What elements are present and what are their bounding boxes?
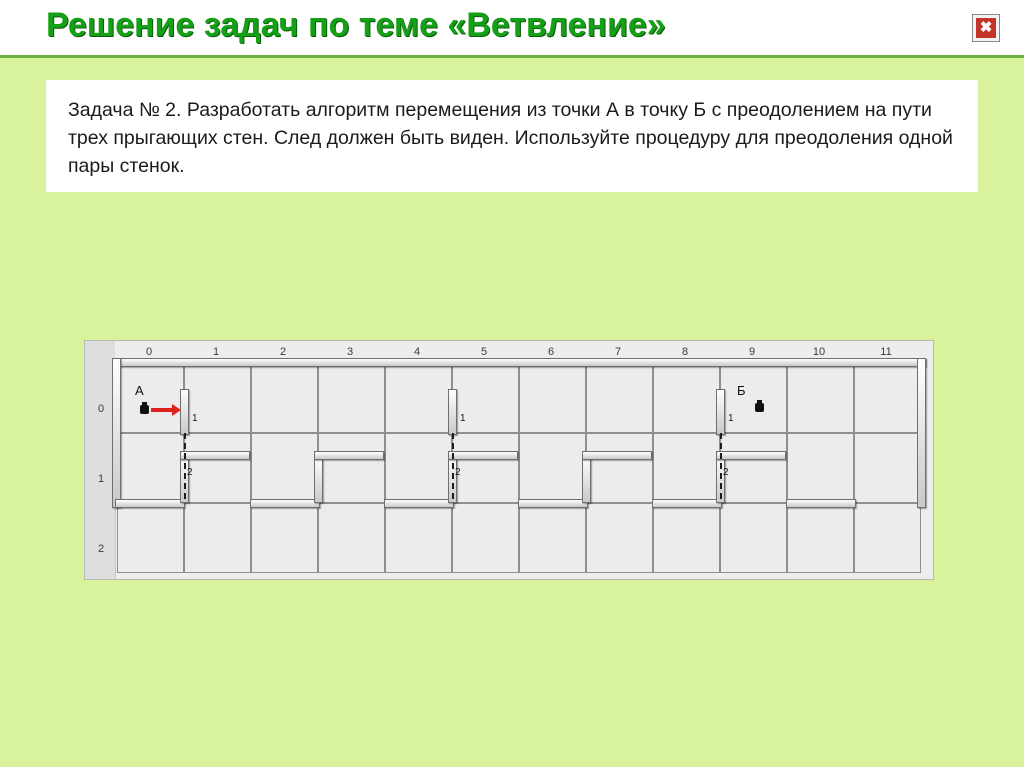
grid-cell (519, 433, 586, 503)
row1-wall-h (582, 451, 652, 460)
dashed-path (452, 433, 454, 499)
grid-cell (787, 433, 854, 503)
page-title: Решение задач по теме «Ветвление» (46, 6, 666, 44)
column-label-6: 6 (547, 346, 555, 358)
row1-wall-h (384, 499, 454, 508)
grid-cell (586, 503, 653, 573)
grid-cell (519, 363, 586, 433)
row-label-1: 1 (97, 473, 105, 485)
grid-cell (653, 433, 720, 503)
field-wall-right (917, 358, 926, 508)
jumping-wall-vertical (716, 389, 725, 435)
wall-label-1c: 1 (728, 413, 734, 424)
grid-cell (385, 503, 452, 573)
wall-label-2a: 2 (187, 467, 193, 478)
close-icon: ✖ (976, 18, 996, 38)
grid-cell (117, 363, 184, 433)
grid-cell (720, 433, 787, 503)
column-label-2: 2 (279, 346, 287, 358)
row1-wall-h (716, 451, 786, 460)
grid-cell (787, 363, 854, 433)
robot-marker-end (755, 403, 764, 412)
column-label-3: 3 (346, 346, 354, 358)
grid-cell (251, 503, 318, 573)
row1-wall-h (250, 499, 320, 508)
grid-area (117, 363, 929, 579)
row1-wall-h (518, 499, 588, 508)
wall-label-2c: 2 (723, 467, 729, 478)
direction-arrow (151, 408, 173, 412)
grid-cell (385, 363, 452, 433)
grid-cell (519, 503, 586, 573)
row1-wall-v (314, 455, 323, 503)
column-label-0: 0 (145, 346, 153, 358)
grid-cell (452, 503, 519, 573)
slide-header (0, 0, 1024, 58)
grid-cell (452, 433, 519, 503)
row-label-2: 2 (97, 543, 105, 555)
column-label-10: 10 (812, 346, 826, 358)
grid-cell (854, 433, 921, 503)
task-text: Задача № 2. Разработать алгоритм перемещения из точки А в точку Б с преодолением на пути трех прыгающих стен. След должен быть виден. Используйте процедуру для преодоления одной пары стенок. (68, 99, 953, 177)
start-point-label: А (135, 383, 144, 398)
row1-wall-h (448, 451, 518, 460)
row1-wall-h (652, 499, 722, 508)
field-wall-left (112, 358, 121, 508)
robot-marker-start (140, 405, 149, 414)
task-panel (46, 80, 978, 192)
jumping-wall-vertical (180, 389, 189, 435)
grid-cell (184, 503, 251, 573)
grid-cell (586, 363, 653, 433)
column-label-1: 1 (212, 346, 220, 358)
wall-label-2b: 2 (455, 467, 461, 478)
row-label-0: 0 (97, 403, 105, 415)
column-label-11: 11 (880, 346, 892, 358)
dashed-path (184, 433, 186, 499)
grid-cell (318, 433, 385, 503)
grid-cell (251, 363, 318, 433)
grid-cell (720, 503, 787, 573)
field-wall-top (112, 358, 926, 367)
grid-cell (318, 363, 385, 433)
column-label-9: 9 (748, 346, 756, 358)
grid-cell (854, 503, 921, 573)
column-label-5: 5 (480, 346, 488, 358)
grid-cell (586, 433, 653, 503)
column-label-7: 7 (614, 346, 622, 358)
grid-cell (117, 503, 184, 573)
robot-field-figure (84, 340, 934, 580)
wall-label-1b: 1 (460, 413, 466, 424)
end-point-label: Б (737, 383, 746, 398)
row1-wall-h (314, 451, 384, 460)
grid-cell (117, 433, 184, 503)
jumping-wall-vertical (448, 389, 457, 435)
row1-wall-h (115, 499, 185, 508)
grid-cell (318, 503, 385, 573)
grid-cell (184, 433, 251, 503)
grid-cell (251, 433, 318, 503)
grid-cell (385, 433, 452, 503)
row1-wall-v (582, 455, 591, 503)
close-button[interactable] (972, 14, 1000, 42)
column-label-8: 8 (681, 346, 689, 358)
robot-field-inner (85, 341, 935, 581)
wall-label-1a: 1 (192, 413, 198, 424)
grid-cell (854, 363, 921, 433)
grid-cell (787, 503, 854, 573)
column-label-4: 4 (413, 346, 421, 358)
row1-wall-h (786, 499, 856, 508)
dashed-path (720, 433, 722, 499)
grid-cell (653, 503, 720, 573)
grid-cell (653, 363, 720, 433)
row1-wall-h (180, 451, 250, 460)
